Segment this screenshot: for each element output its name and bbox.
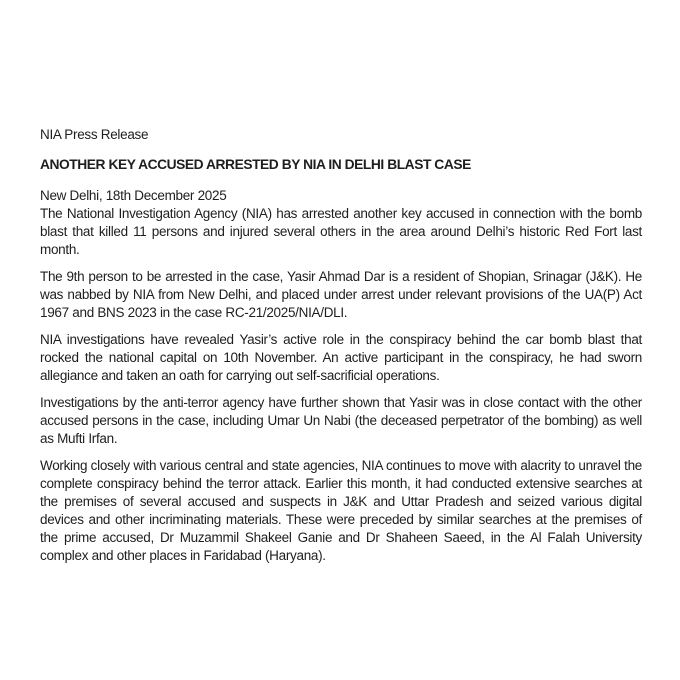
dateline: New Delhi, 18th December 2025 xyxy=(40,188,227,203)
body-paragraph: Investigations by the anti-terror agency have further shown that Yasir was in close contact with the other accused persons in the case, including Umar Un Nabi (the deceased perpetrator of the bombing) as well as Mufti Irfan. xyxy=(40,395,642,446)
headline: ANOTHER KEY ACCUSED ARRESTED BY NIA IN DELHI BLAST CASE xyxy=(40,157,471,172)
body-paragraph: Working closely with various central and state agencies, NIA continues to move with alacrity to unravel the complete conspiracy behind the terror attack. Earlier this month, it had conducted extensive searches at the premises of several accused and suspects in J&K and Uttar Pradesh and seized various digital devices and other incriminating materials. These were preceded by similar searches at the premises of the prime accused, Dr Muzammil Shakeel Ganie and Dr Shaheen Saeed, in the Al Falah University complex and other places in Faridabad (Haryana). xyxy=(40,458,642,563)
document-type-label: NIA Press Release xyxy=(40,127,149,142)
body-paragraph: The 9th person to be arrested in the case, Yasir Ahmad Dar is a resident of Shopian, Srinagar (J&K). He was nabbed by NIA from New Delhi, and placed under arrest under relevant provisions of the UA(P) Act 1967 and BNS 2023 in the case RC-21/2025/NIA/DLI. xyxy=(40,269,642,320)
body-paragraph: The National Investigation Agency (NIA) has arrested another key accused in connection with the bomb blast that killed 11 persons and injured several others in the area around Delhi’s historic Red Fort last month. xyxy=(40,206,642,257)
body-paragraph: NIA investigations have revealed Yasir’s active role in the conspiracy behind the car bomb blast that rocked the national capital on 10th November. An active participant in the conspiracy, he had sworn allegiance and taken an oath for carrying out self-sacrificial operations. xyxy=(40,332,642,383)
